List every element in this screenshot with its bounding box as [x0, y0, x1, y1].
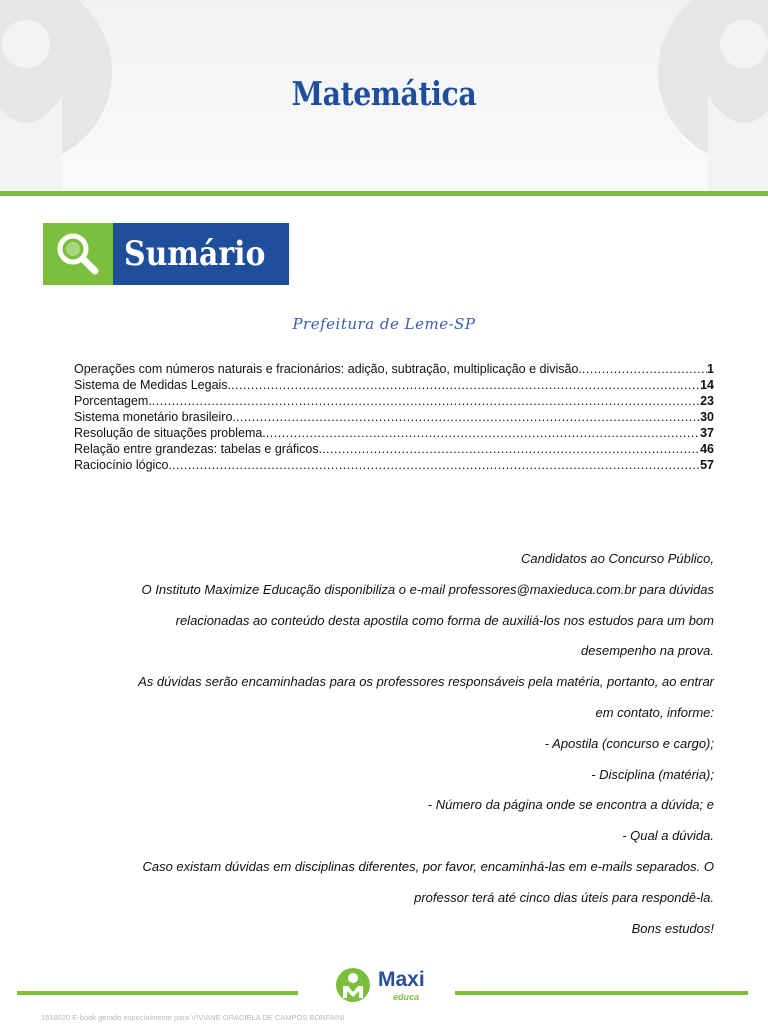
- toc-entry: [74, 441, 714, 457]
- toc-leader-dots: [152, 393, 700, 409]
- footer-divider-left: [17, 991, 298, 995]
- toc-entry-page: 37: [700, 426, 714, 440]
- logo-text: Maxi: [378, 968, 425, 991]
- page-title: Matemática: [291, 74, 477, 113]
- toc-entry-title: Sistema monetário brasileiro.: [74, 410, 236, 424]
- letter-line: - Disciplina (matéria);: [591, 766, 714, 782]
- letter-line: - Número da página onde se encontra a dúvida; e: [427, 797, 714, 813]
- toc-entry: [74, 361, 714, 377]
- letter-line: professor terá até cinco dias úteis para respondê-la.: [414, 889, 714, 905]
- letter-line: As dúvidas serão encaminhadas para os professores responsáveis pela matéria, portanto, ao entrar: [138, 674, 714, 690]
- letter-line: Bons estudos!: [631, 920, 714, 936]
- document-subtitle: Prefeitura de Leme-SP: [292, 315, 476, 333]
- sumario-heading: Sumário: [124, 234, 266, 274]
- toc-entry: [74, 393, 714, 409]
- letter-line: Caso existam dúvidas em disciplinas diferentes, por favor, encaminhá-las em e-mails separados. O: [142, 858, 714, 874]
- letter-line: em contato, informe:: [595, 704, 714, 720]
- toc-entry-title: Porcentagem.: [74, 394, 152, 408]
- toc-entry-title: Raciocínio lógico.: [74, 458, 172, 472]
- toc-entry: [74, 457, 714, 473]
- toc-entry: [74, 425, 714, 441]
- letter-line: relacionadas ao conteúdo desta apostila como forma de auxiliá-los nos estudos para um bom: [175, 612, 714, 628]
- letter-line: - Qual a dúvida.: [622, 828, 714, 844]
- footer-note: 1518020 E-book gerado especialmente para VIVIANE GRACIELA DE CAMPOS BONFAINI: [41, 1013, 345, 1022]
- toc-entry-page: 30: [700, 410, 714, 424]
- toc-entry-page: 14: [700, 378, 714, 392]
- toc-entry-title: Sistema de Medidas Legais.: [74, 378, 232, 392]
- toc-leader-dots: [322, 441, 700, 457]
- letter-line: Candidatos ao Concurso Público,: [521, 551, 714, 566]
- toc-leader-dots: [172, 457, 700, 473]
- sumario-icon-box: [43, 223, 113, 285]
- header-divider: [0, 191, 768, 196]
- sumario-banner: [43, 223, 289, 285]
- toc-entry: [74, 409, 714, 425]
- sumario-label-box: [113, 223, 289, 285]
- toc-entry-title: Relação entre grandezas: tabelas e gráficos.: [74, 442, 323, 456]
- footer-divider-right: [455, 991, 748, 995]
- letter-line: desempenho na prova.: [581, 643, 714, 659]
- toc-leader-dots: [231, 377, 700, 393]
- toc-leader-dots: [236, 409, 700, 425]
- toc-entry-title: Operações com números naturais e fracionários: adição, subtração, multiplicação e divisão.: [74, 362, 582, 376]
- toc-entry-page: 46: [700, 442, 714, 456]
- toc-entry: [74, 377, 714, 393]
- candidate-letter: [60, 544, 714, 944]
- table-of-contents: [74, 361, 714, 473]
- page-header: [0, 0, 768, 192]
- toc-entry-page: 1: [707, 362, 714, 376]
- toc-leader-dots: [582, 361, 707, 377]
- letter-line: - Apostila (concurso e cargo);: [544, 735, 714, 751]
- search-icon: [53, 229, 103, 279]
- toc-entry-page: 57: [700, 458, 714, 472]
- toc-leader-dots: [266, 425, 700, 441]
- logo-subtext: educa: [393, 992, 420, 1002]
- toc-entry-page: 23: [700, 394, 714, 408]
- letter-line: O Instituto Maximize Educação disponibiliza o e-mail professores@maxieduca.com.br para dúvidas: [141, 581, 714, 597]
- toc-entry-title: Resolução de situações problema.: [74, 426, 266, 440]
